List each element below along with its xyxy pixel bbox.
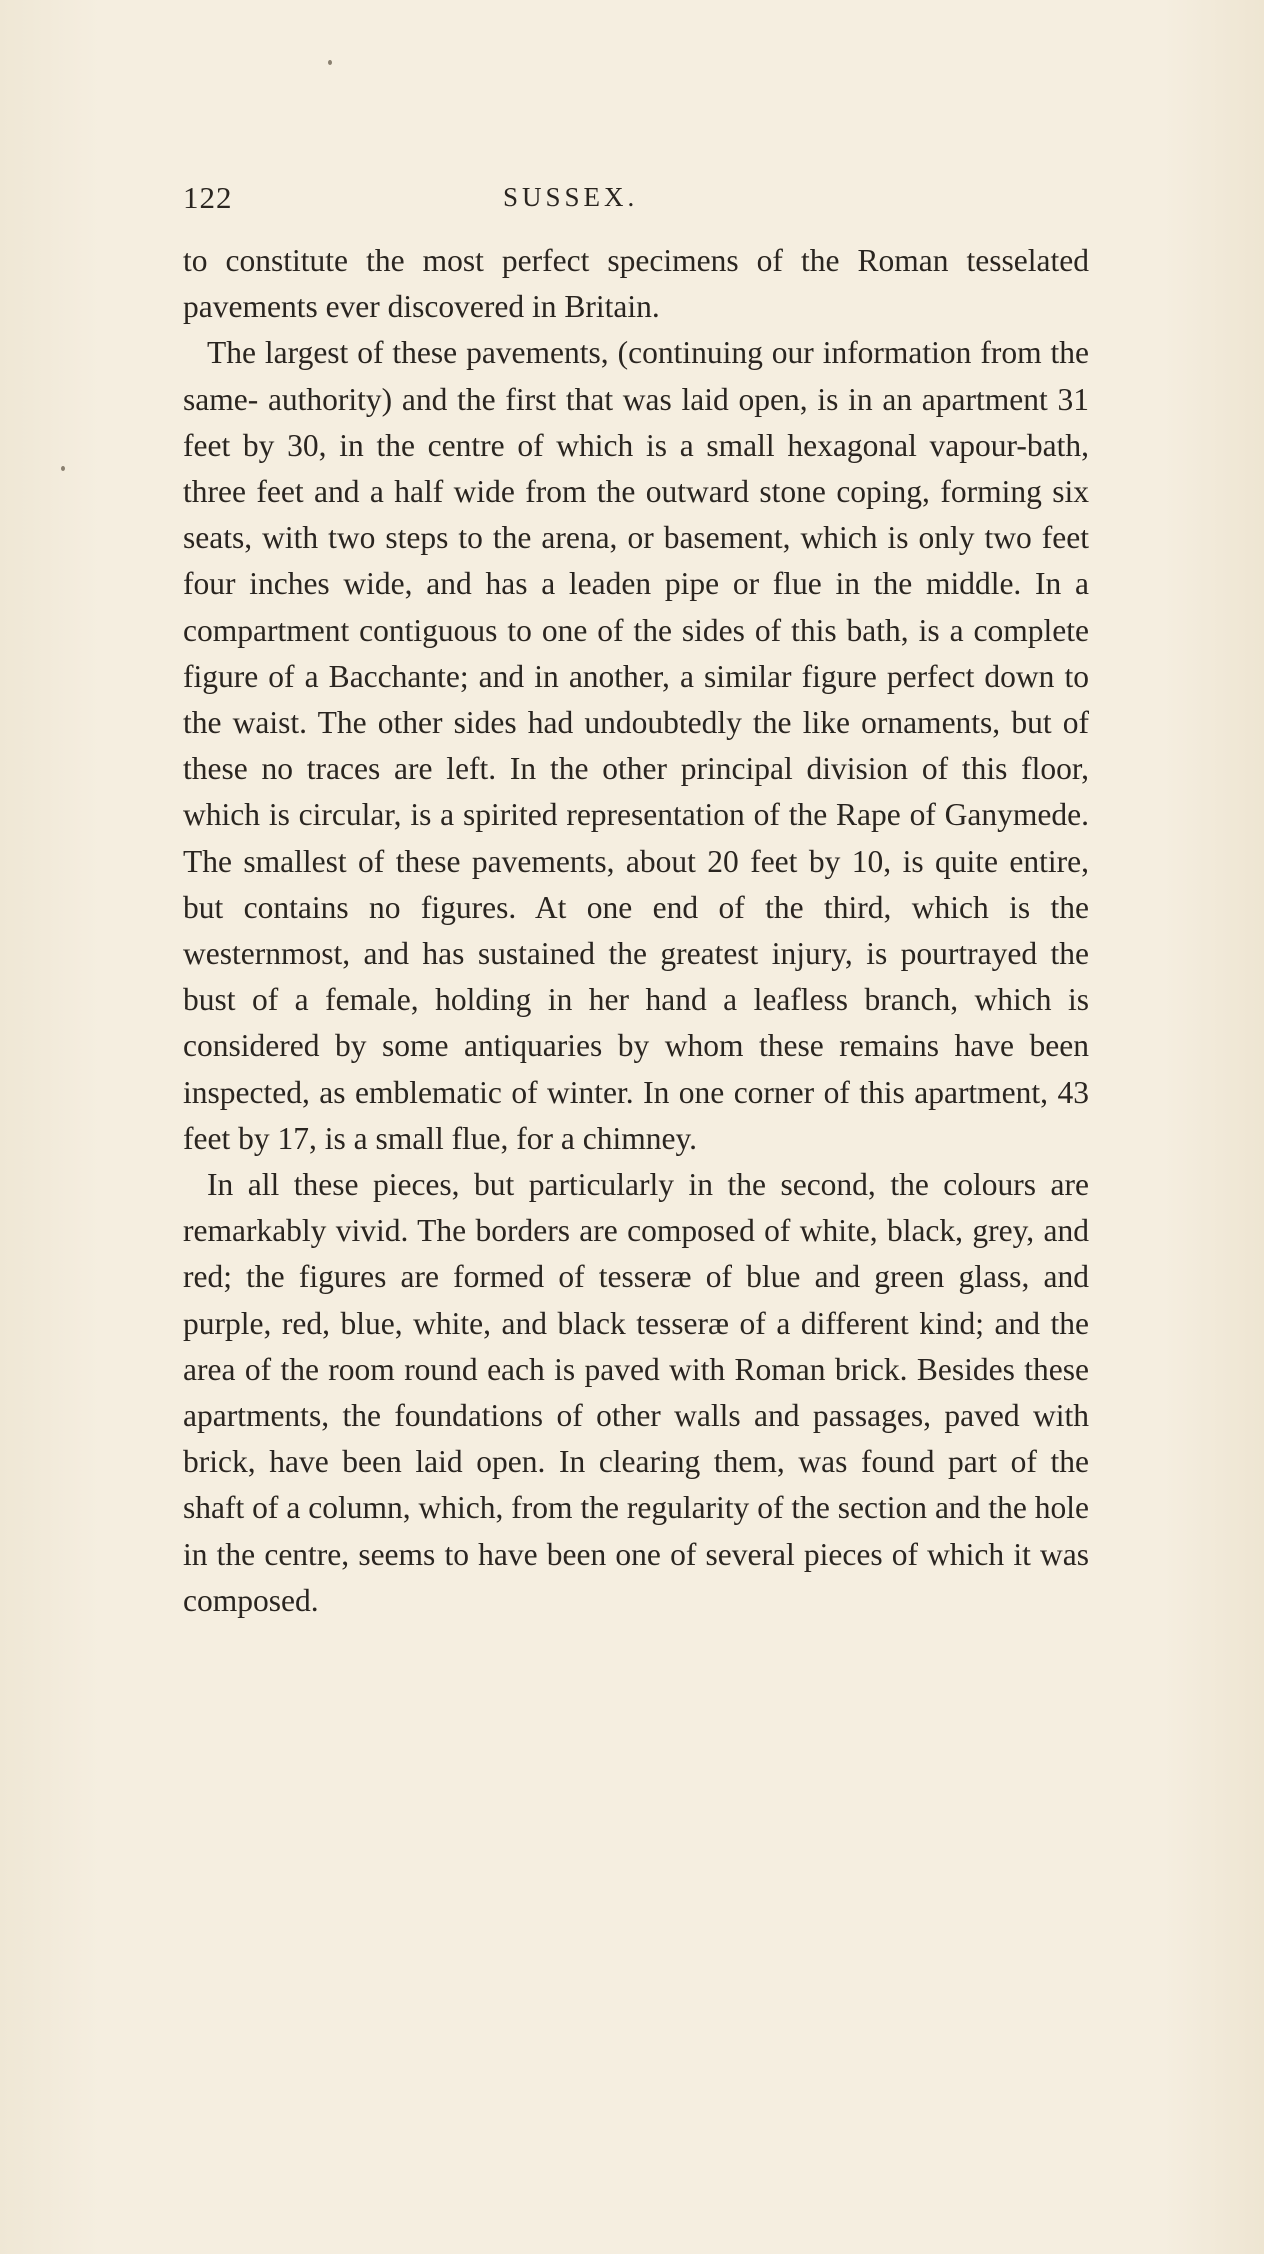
- ink-speck: [328, 60, 332, 65]
- paragraph: The largest of these pavements, (continuing our information from the same- authority) and the first that was laid open, is in an apartment 31 feet by 30, in the centre of which is a small hexagonal vapour-bath, three feet and a half wide from the outward stone coping, forming six seats, with two steps to the arena, or basement, which is only two feet four inches wide, and has a leaden pipe or flue in the middle. In a compartment contiguous to one of the sides of this bath, is a complete figure of a Bacchante; and in another, a similar figure perfect down to the waist. The other sides had undoubtedly the like ornaments, but of these no traces are left. In the other principal division of this floor, which is circular, is a spirited representation of the Rape of Ganymede. The smallest of these pavements, about 20 feet by 10, is quite entire, but contains no figures. At one end of the third, which is the westernmost, and has sustained the greatest injury, is pourtrayed the bust of a female, holding in her hand a leafless branch, which is considered by some antiquaries by whom these remains have been inspected, as emblematic of winter. In one corner of this apartment, 43 feet by 17, is a small flue, for a chimney.: [183, 335, 1089, 1156]
- paragraph: In all these pieces, but particularly in the second, the colours are remarkably vivid. The borders are composed of white, black, grey, and red; the figures are formed of tesseræ of blue and green glass, and purple, red, blue, white, and black tesseræ of a different kind; and the area of the room round each is paved with Roman brick. Besides these apartments, the foundations of other walls and passages, paved with brick, have been laid open. In clearing them, was found part of the shaft of a column, which, from the regularity of the section and the hole in the centre, seems to have been one of several pieces of which it was composed.: [183, 1167, 1089, 1618]
- running-title: SUSSEX.: [503, 182, 639, 212]
- body-text: [183, 238, 1089, 1624]
- ink-speck: [61, 466, 65, 471]
- paragraph: to constitute the most perfect specimens of the Roman tesselated pavements ever discovered in Britain.: [183, 243, 1089, 325]
- page-header: [183, 180, 1103, 220]
- page-number: 122: [183, 180, 233, 215]
